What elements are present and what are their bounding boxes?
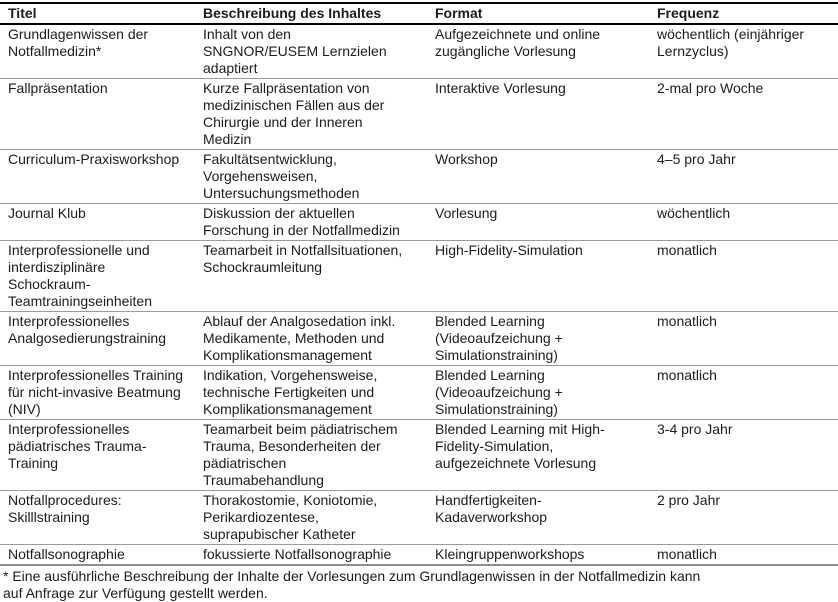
cell-beschreibung: Kurze Fallpräsentation von medizinischen Fällen aus der Chirurgie und der Inneren Medizin (195, 79, 427, 150)
cell-beschreibung: Fakultätsentwicklung, Vorgehensweisen, Untersuchungsmethoden (195, 150, 427, 204)
cell-format: Interaktive Vorlesung (427, 79, 649, 150)
cell-titel: Fallpräsentation (0, 79, 195, 150)
column-header-titel: Titel (0, 3, 195, 24)
table-row (0, 24, 838, 79)
cell-frequenz: monatlich (649, 545, 838, 566)
footnote-line: auf Anfrage zur Verfügung gestellt werden. (3, 585, 268, 601)
table-footnote (0, 566, 838, 602)
cell-frequenz: wöchentlich (649, 204, 838, 241)
column-header-frequenz: Frequenz (649, 3, 838, 24)
table-row (0, 420, 838, 491)
cell-frequenz: 2 pro Jahr (649, 491, 838, 545)
footnote-line: * Eine ausführliche Beschreibung der Inhalte der Vorlesungen zum Grundlagenwissen in der Notfallmedizin kann (3, 568, 701, 584)
cell-format: Aufgezeichnete und online zugängliche Vorlesung (427, 24, 649, 79)
table-row (0, 204, 838, 241)
cell-titel: Curriculum-Praxisworkshop (0, 150, 195, 204)
table-row (0, 366, 838, 420)
cell-format: Blended Learning (Videoaufzeichung + Simulationstraining) (427, 366, 649, 420)
column-header-beschreibung: Beschreibung des Inhaltes (195, 3, 427, 24)
cell-format: Handfertigkeiten-Kadaverworkshop (427, 491, 649, 545)
column-header-format: Format (427, 3, 649, 24)
cell-titel: Journal Klub (0, 204, 195, 241)
table-row (0, 241, 838, 312)
table-row (0, 491, 838, 545)
cell-beschreibung: Teamarbeit beim pädiatrischem Trauma, Besonderheiten der pädiatrischen Traumabehandlung (195, 420, 427, 491)
cell-titel: Interprofessionelles Analgosedierungstraining (0, 312, 195, 366)
cell-beschreibung: Teamarbeit in Notfallsituationen, Schockraumleitung (195, 241, 427, 312)
cell-format: Kleingruppenworkshops (427, 545, 649, 566)
cell-format: Workshop (427, 150, 649, 204)
curriculum-table (0, 2, 838, 566)
cell-titel: Interprofessionelles Training für nicht-invasive Beatmung (NIV) (0, 366, 195, 420)
cell-format: Blended Learning (Videoaufzeichung + Simulationstraining) (427, 312, 649, 366)
cell-beschreibung: Inhalt von den SNGNOR/EUSEM Lernzielen adaptiert (195, 24, 427, 79)
cell-titel: Interprofessionelles pädiatrisches Trauma-Training (0, 420, 195, 491)
cell-frequenz: 2-mal pro Woche (649, 79, 838, 150)
header-row (0, 3, 838, 24)
cell-beschreibung: Thorakostomie, Koniotomie, Perikardiozentese, suprapubischer Katheter (195, 491, 427, 545)
cell-frequenz: wöchentlich (einjähriger Lernzyclus) (649, 24, 838, 79)
cell-format: Blended Learning mit High-Fidelity-Simulation, aufgezeichnete Vorlesung (427, 420, 649, 491)
table-row (0, 312, 838, 366)
table-row (0, 150, 838, 204)
table-row (0, 545, 838, 566)
cell-beschreibung: Diskussion der aktuellen Forschung in der Notfallmedizin (195, 204, 427, 241)
table-row (0, 79, 838, 150)
cell-format: High-Fidelity-Simulation (427, 241, 649, 312)
cell-titel: Interprofessionelle und interdisziplinäre Schockraum-Teamtrainingseinheiten (0, 241, 195, 312)
cell-beschreibung: Ablauf der Analgosedation inkl. Medikamente, Methoden und Komplikationsmanagement (195, 312, 427, 366)
cell-format: Vorlesung (427, 204, 649, 241)
cell-titel: Grundlagenwissen der Notfallmedizin* (0, 24, 195, 79)
cell-frequenz: 3-4 pro Jahr (649, 420, 838, 491)
cell-frequenz: monatlich (649, 312, 838, 366)
cell-frequenz: monatlich (649, 366, 838, 420)
cell-beschreibung: fokussierte Notfallsonographie (195, 545, 427, 566)
cell-frequenz: 4–5 pro Jahr (649, 150, 838, 204)
cell-titel: Notfallsonographie (0, 545, 195, 566)
cell-beschreibung: Indikation, Vorgehensweise, technische Fertigkeiten und Komplikationsmanagement (195, 366, 427, 420)
cell-titel: Notfallprocedures: Skilllstraining (0, 491, 195, 545)
cell-frequenz: monatlich (649, 241, 838, 312)
